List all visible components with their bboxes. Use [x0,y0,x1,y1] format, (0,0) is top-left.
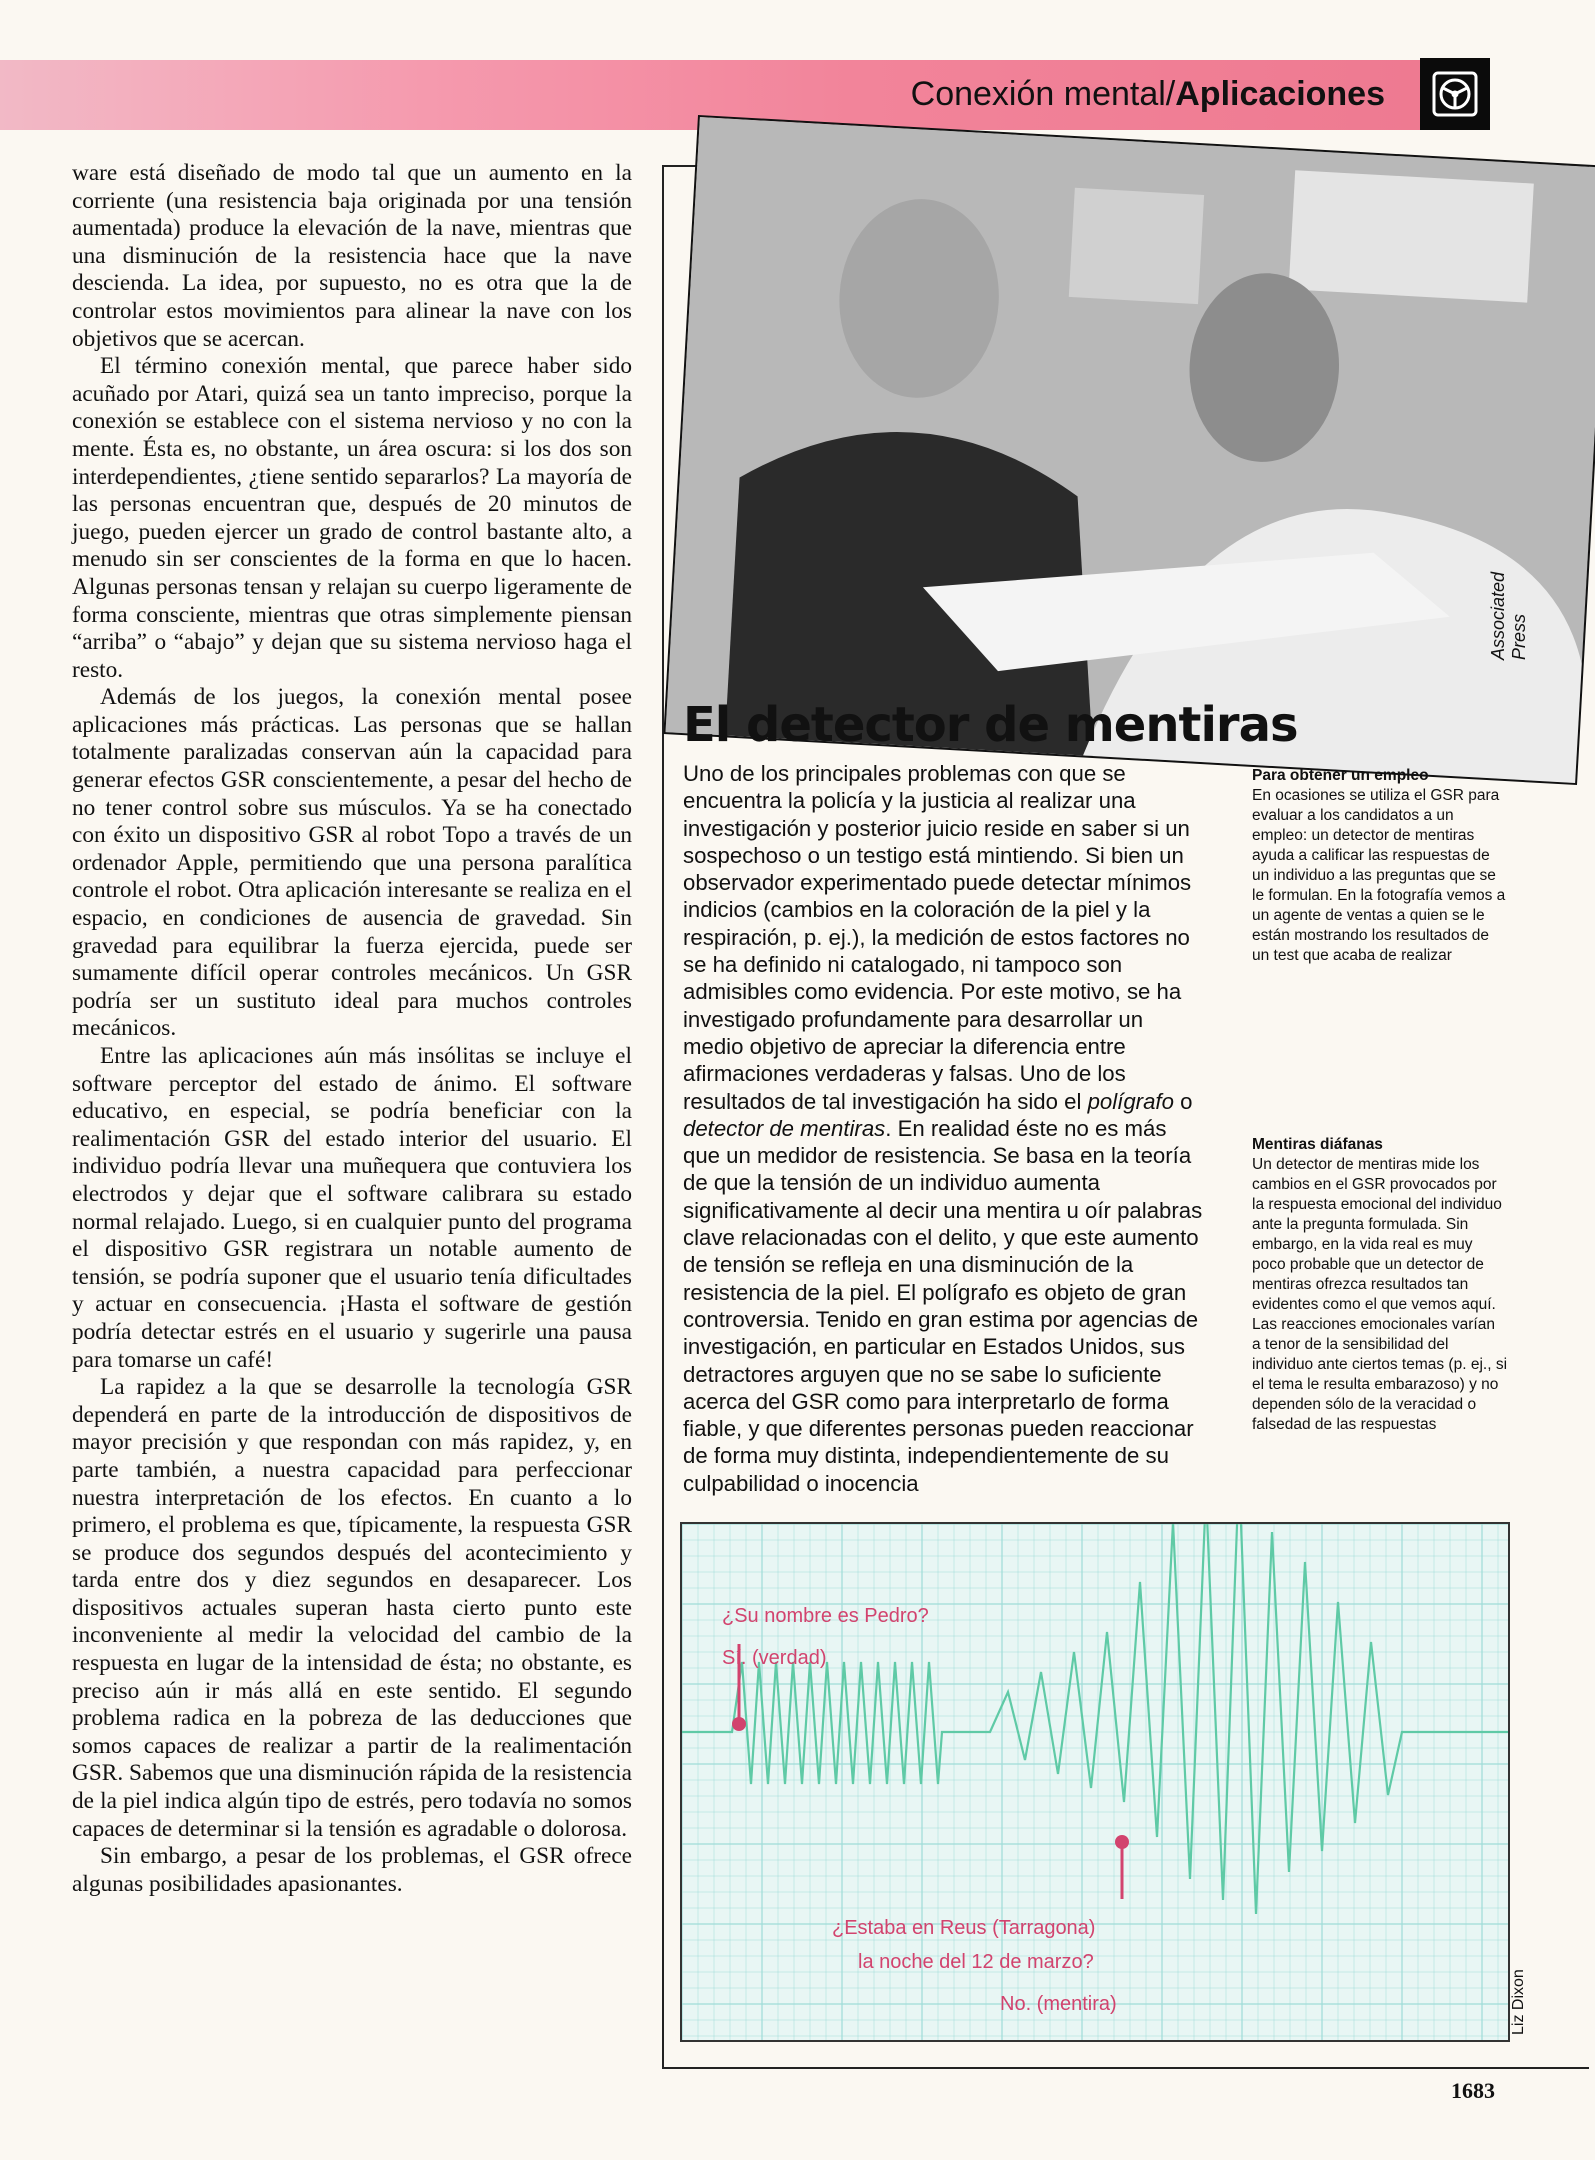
sidebar-employment-heading: Para obtener un empleo [1252,767,1429,784]
question-2-line-2: la noche del 12 de marzo? [858,1951,1094,1973]
box-body-term-lie-detector: detector de mentiras [683,1115,886,1141]
box-body-part-2: o [1173,1088,1193,1114]
polygraph-graph [680,1522,1510,2042]
sidebar-employment [1252,766,1507,966]
paragraph-1: ware está diseñado de modo tal que un aumento en la corriente (una resistencia baja originada por una tensión aumentada) produce la elevación de la nave, mientras que una disminución de la resistencia hace que la nave descienda. La idea, por supuesto, no es otra que la de controlar estos movimientos para alinear la nave con los objetivos que se acercan. [72,160,632,352]
box-body-part-3: . En realidad éste no es más que un medidor de resistencia. Se basa en la teoría de que la tensión de un individuo aumenta significativamente al decir una mentira u oír palabras clave relacionadas con el delito, y que este aumento de tensión se refleja en una disminución de la resistencia de la piel. El polígrafo es objeto de gran controversia. Tenido en gran estima por agencias de investigación, en particular en Estados Unidos, sus detractores arguyen que no se sabe lo suficiente acerca del GSR como para interpretarlo de forma fiable, y que diferentes personas pueden reaccionar de forma muy distinta, independientemente de su culpabilidad o inocencia [683,1115,1203,1496]
page-number: 1683 [1451,2078,1495,2103]
answer-2: No. (mentira) [1000,1993,1117,2015]
sidebar-clear-lies-heading: Mentiras diáfanas [1252,1136,1383,1153]
steering-wheel-icon [1432,71,1478,117]
box-body-part-1: Uno de los principales problemas con que se encuentra la policía y la justicia al realizar una investigación y posterior juicio reside en saber si un sospechoso o un testigo está mintiendo. Si bien un observador experimentado puede detectar mínimos indicios (cambios en la coloración de la piel y la respiración, p. ej.), la medición de estos factores no se ha definido ni catalogado, ni tampoco son admisibles como evidencia. Por este motivo, se ha investigado profundamente para desarrollar un medio objetivo de apreciar la diferencia entre afirmaciones verdaderas y falsas. Uno de los resultados de tal investigación ha sido el [683,761,1192,1114]
truth-marker-dot [732,1717,746,1731]
left-column [72,160,632,1898]
question-2-line-1: ¿Estaba en Reus (Tarragona) [832,1917,1096,1939]
polygraph-trace [682,1524,1508,1914]
paragraph-4: Entre las aplicaciones aún más insólitas se incluye el software perceptor del estado de ánimo. El software educativo, en especial, se podría beneficiar con la realimentación GSR del estado interior del usuario. El individuo podría llevar una muñequera que contuviera los electrodos y dejar que el software calibrara su estado normal relajado. Luego, si en cualquier punto del programa el dispositivo GSR registrara un notable aumento de tensión, se podría suponer que el usuario tenía dificultades y actuar en consecuencia. ¡Hasta el software de gestión podría detectar estrés en el usuario y sugerirle una pausa para tomarse un café! [72,1043,632,1373]
sidebar-clear-lies [1252,1135,1507,1435]
photo-wrapper [663,115,1595,785]
box-body [683,760,1203,1497]
sidebar-clear-lies-text: Un detector de mentiras mide los cambios en el GSR provocados por la respuesta emocional del individuo ante la pregunta formulada. Sin embargo, en la vida real es muy poco probable que un detector de mentiras ofrezca resultados tan evidentes como el que vemos aquí. Las reacciones emocionales varían a tenor de la sensibilidad del individuo ante ciertos temas (p. ej., si el tema le resulta embarazoso) y no dependen sólo de la veracidad o falsedad de las respuestas [1252,1156,1508,1433]
box-title: El detector de mentiras [683,697,1298,753]
photo-credit: Associated Press [1488,571,1529,660]
paragraph-3: Además de los juegos, la conexión mental posee aplicaciones más prácticas. Las personas que se hallan totalmente paralizadas conservan aún la capacidad para generar efectos GSR conscientemente, a pesar del hecho de no tener control sobre sus músculos. Ya se ha conectado con éxito un dispositivo GSR al robot Topo a través de un ordenador Apple, permitiendo que una persona paralítica controle el robot. Otra aplicación interesante se realiza en el espacio, en condiciones de ausencia de gravedad. Sin gravedad para equilibrar la fuerza ejercida, puede ser sumamente difícil operar controles mecánicos. Un GSR podría ser un sustituto ideal para muchos controles mecánicos. [72,684,632,1042]
header-title-bold: Aplicaciones [1175,75,1385,113]
header-title-regular: Conexión mental/ [910,75,1176,113]
box-body-term-polygraph: polígrafo [1087,1088,1174,1114]
paragraph-6: Sin embargo, a pesar de los problemas, el GSR ofrece algunas posibilidades apasionantes. [72,1843,632,1897]
graph-credit: Liz Dixon [1510,1969,1527,2035]
answer-1: Sí. (verdad) [722,1647,827,1669]
question-1: ¿Su nombre es Pedro? [722,1605,929,1627]
sidebar-employment-text: En ocasiones se utiliza el GSR para evaluar a los candidatos a un empleo: un detector de mentiras ayuda a calificar las respuestas de un individuo a las preguntas que se le formulan. En la fotografía vemos a un agente de ventas a quien se le están mostrando los resultados de un test que acaba de realizar [1252,787,1506,964]
paragraph-2: El término conexión mental, que parece haber sido acuñado por Atari, quizá sea un tanto impreciso, porque la conexión se establece con el sistema nervioso y no con la mente. Ésta es, no obstante, un área oscura: si los dos son interdependientes, ¿tiene sentido separarlos? La mayoría de las personas encuentran que, después de 20 minutos de juego, pueden ejercer un grado de control bastante alto, a menudo sin ser conscientes de la forma en que lo hacen. Algunas personas tensan y relajan su cuerpo ligeramente de forma consciente, mientras que otras simplemente piensan “arriba” o “abajo” y dejan que su sistema nervioso haga el resto. [72,353,632,683]
section-icon-box [1420,58,1490,130]
lie-marker-dot [1115,1835,1129,1849]
polygraph-photo [663,115,1595,785]
header-title [911,70,1385,118]
graph-grid [682,1524,1508,2040]
paragraph-5: La rapidez a la que se desarrolle la tecnología GSR dependerá en parte de la introducción de dispositivos de mayor precisión y que respondan con más rapidez, y, en parte también, a nuestra capacidad para perfeccionar nuestra interpretación de los efectos. En cuanto a lo primero, el problema es que, típicamente, la respuesta GSR se produce dos segundos después del acontecimiento y tarda entre dos y diez segundos en desaparecer. Los dispositivos actuales superan hasta cierto punto este inconveniente al medir la velocidad del cambio de la respuesta en lugar de la intensidad de ésta; no obstante, es preciso aún ir más allá en este sentido. El segundo problema radica en la pobreza de las deducciones que somos capaces de realizar a partir de la realimentación GSR. Sabemos que una disminución rápida de la resistencia de la piel indica algún tipo de estrés, pero todavía no somos capaces de determinar si la tensión es agradable o dolorosa. [72,1374,632,1842]
